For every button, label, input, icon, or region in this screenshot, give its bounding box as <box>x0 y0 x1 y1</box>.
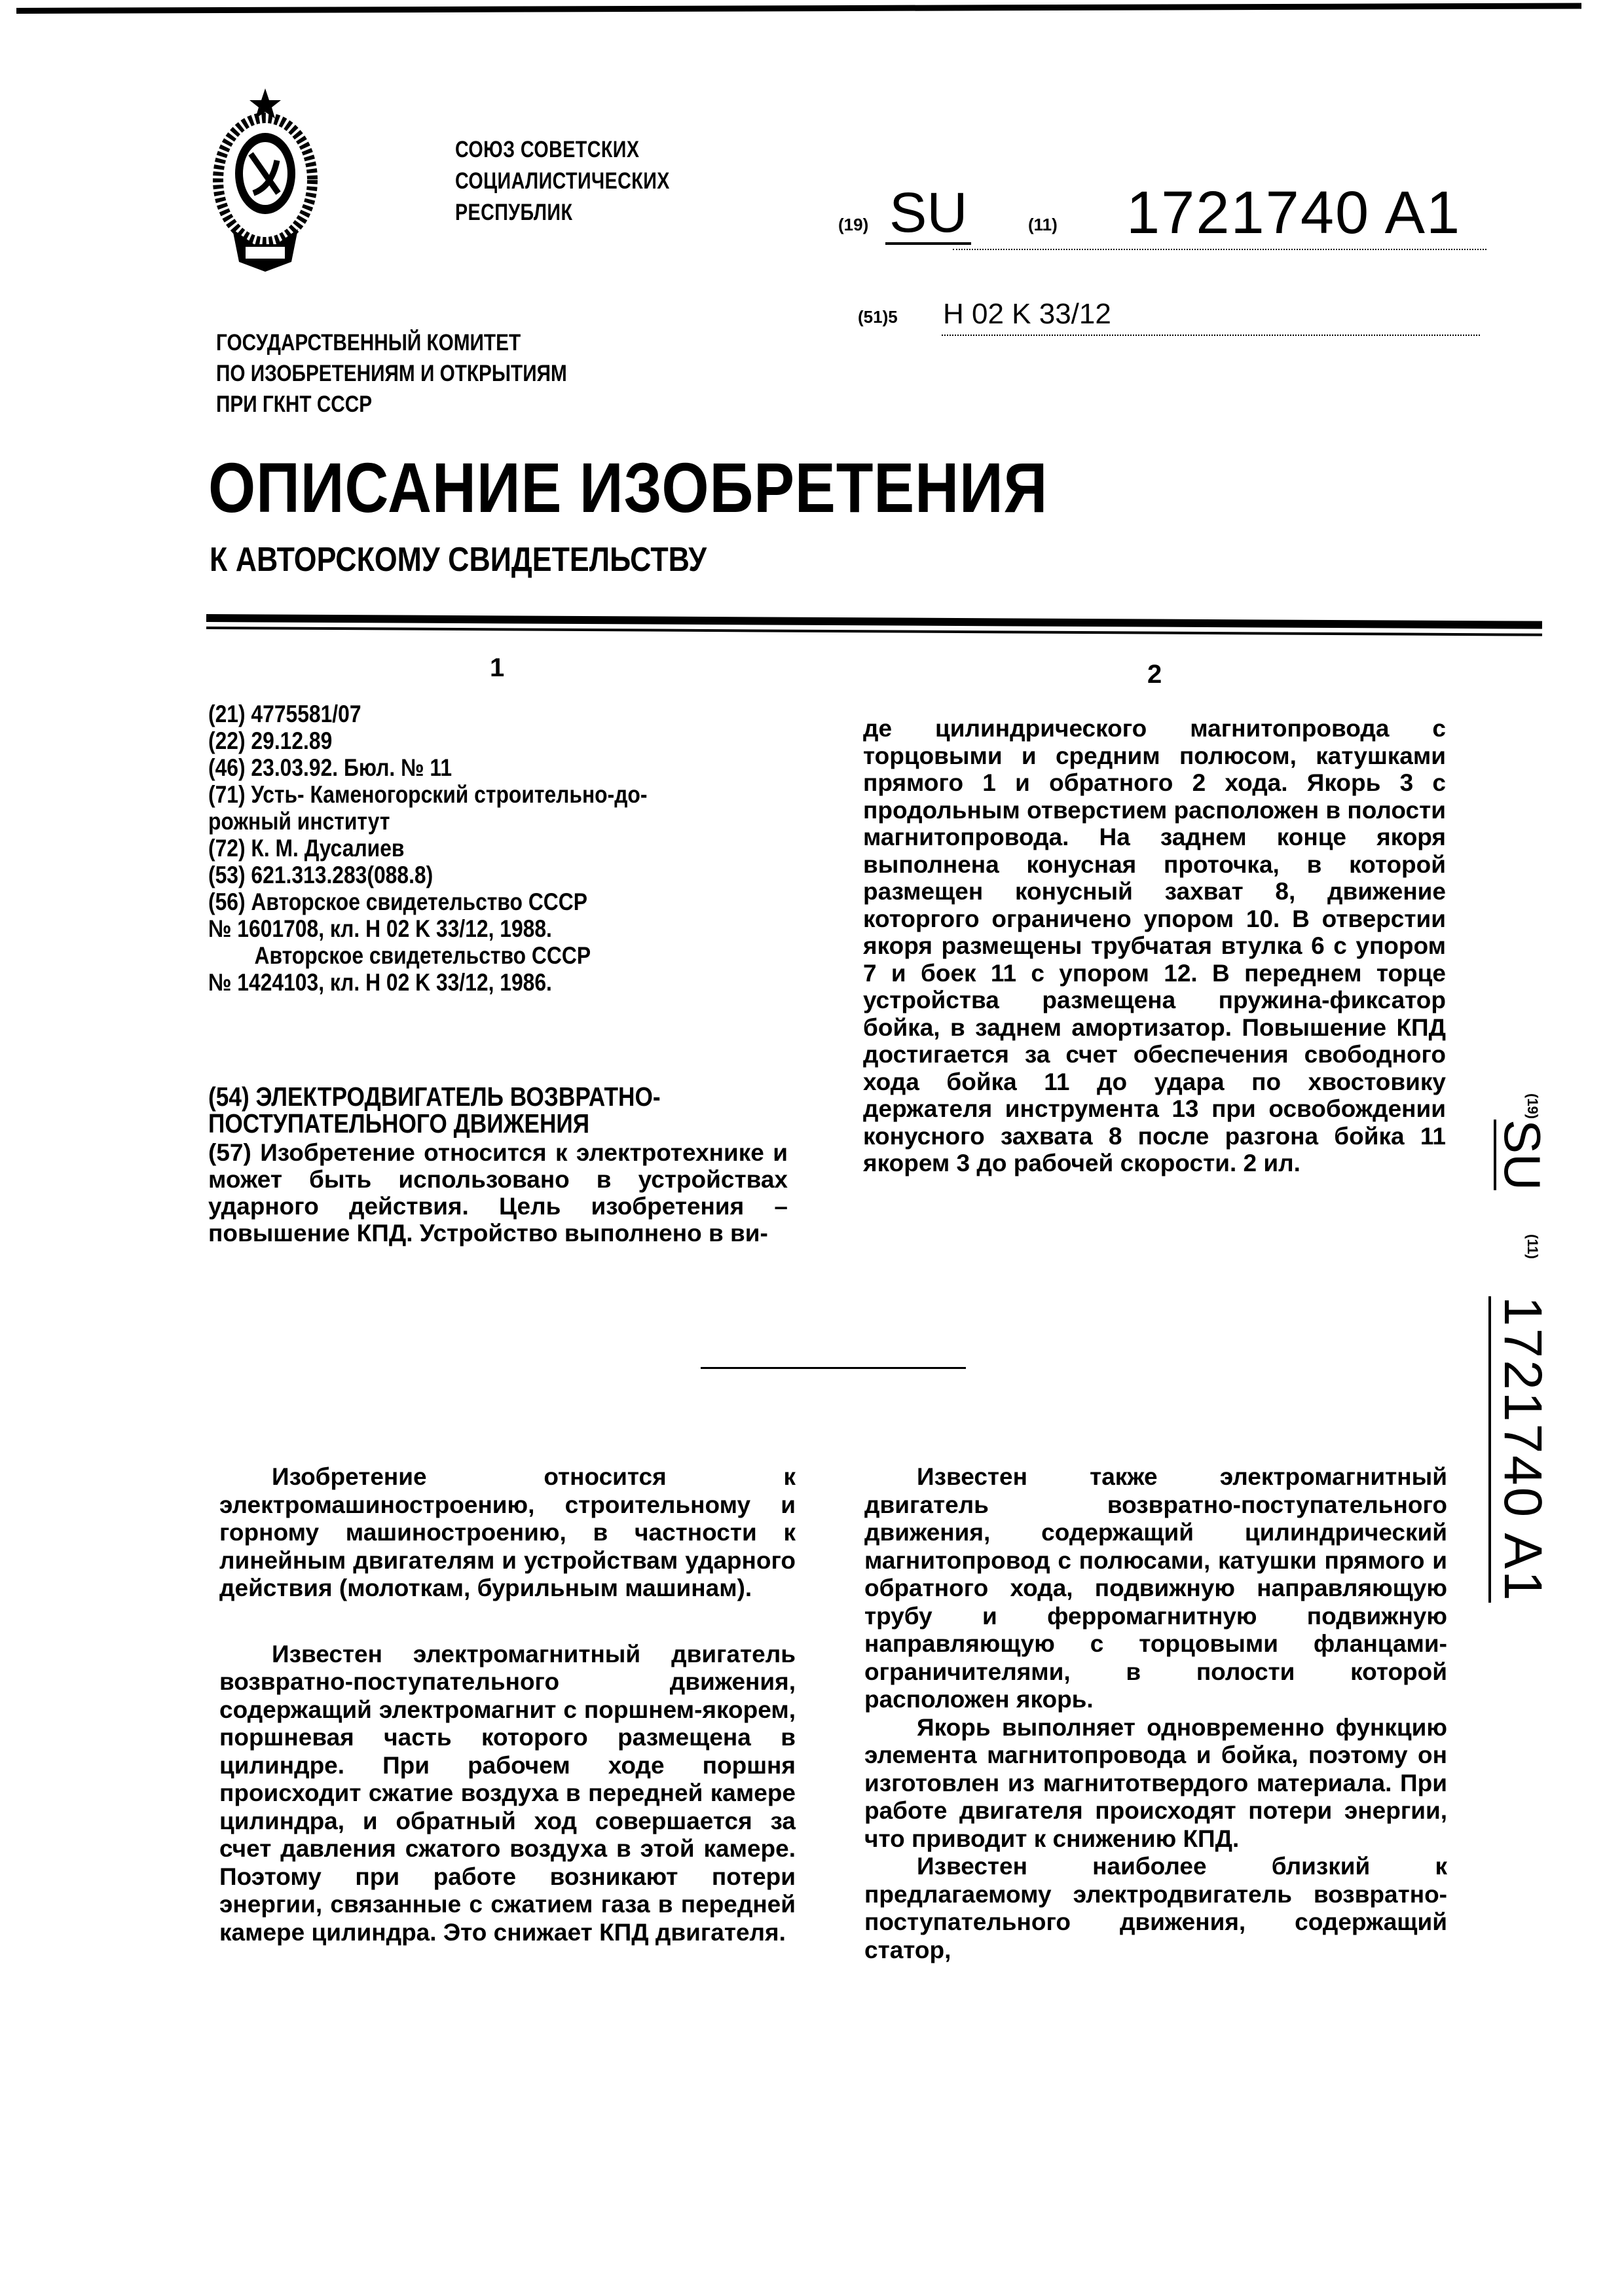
top-border-rule <box>16 3 1581 14</box>
paragraph: Известен также электромагнитный двигатель возвратно-поступательного движения, содержащий цилиндрический магнитопровод с полюсами, катушки прямого и обратного хода, подвижную направляющую трубу и ферромагнитную подвижную направляющую с торцовыми фланцами-ограничителями, в полости которой расположен якорь. <box>864 1463 1447 1714</box>
side-inid-code-11: (11) <box>1524 1234 1541 1259</box>
header-rule-thin <box>206 627 1542 636</box>
column-number-left: 1 <box>490 653 504 683</box>
biblio-line: (72) К. М. Дусалиев <box>208 835 715 862</box>
union-name <box>455 134 670 228</box>
document-subtitle: К АВТОРСКОМУ СВИДЕТЕЛЬСТВУ <box>210 540 707 579</box>
side-stamp <box>1477 1093 1549 1820</box>
biblio-line: (53) 621.313.283(088.8) <box>208 862 715 888</box>
inid-code-51: (51)5 <box>858 307 898 327</box>
bibliographic-data <box>208 701 715 996</box>
side-country-code: SU <box>1494 1120 1549 1190</box>
union-name-line: РЕСПУБЛИК <box>455 197 670 228</box>
paragraph: Изобретение относится к электромашиностроению, строительному и горному машиностроению, в частности к линейным двигателям и устройствам ударного действия (молоткам, бурильным машинам). <box>219 1463 796 1603</box>
side-publication-number: 1721740 A1 <box>1488 1296 1549 1603</box>
committee-name <box>216 327 567 420</box>
biblio-line: № 1601708, кл. H 02 K 33/12, 1988. <box>208 915 715 942</box>
paragraph: Якорь выполняет одновременно функцию элемента магнитопровода и бойка, поэтому он изготовлен из магнитотвердого материала. При работе двигателя происходят потери энергии, что приводит к снижению КПД. <box>864 1714 1447 1853</box>
ussr-state-emblem-icon <box>213 88 318 278</box>
publication-number: 1721740 A1 <box>1126 183 1461 242</box>
publication-number-block <box>838 183 1500 255</box>
biblio-line: (56) Авторское свидетельство СССР <box>208 888 715 915</box>
biblio-line: (71) Усть- Каменогорский строительно-до- <box>208 781 715 808</box>
biblio-line: рожный институт <box>208 808 715 835</box>
abstract-part-1: (57) Изобретение относится к электротехнике и может быть использовано в устройствах ударного действия. Цель изобретения – повышение КПД. Устройство выполнено в ви- <box>208 1139 788 1247</box>
inid-code-19: (19) <box>838 215 868 235</box>
section-divider <box>701 1367 966 1369</box>
biblio-line: (46) 23.03.92. Бюл. № 11 <box>208 754 715 781</box>
biblio-line: (22) 29.12.89 <box>208 727 715 754</box>
abstract-part-2: де цилиндрического магнитопровода с торцовыми и средним полюсом, катушками прямого 1 и обратного 2 хода. Якорь 3 с продольным отверстием расположен в полости магнитопровода. На заднем конце якоря выполнена конусная проточка, в которой размещен конусный захват 8, движение которгого ограничено упором 10. В отверстии якоря размещены трубчатая втулка 6 с упором 7 и боек 11 с упором 12. В переднем торце устройства размещена пружина-фиксатор бойка, в заднем амортизатор. Повышение КПД достигается за счет обеспечения свободного хода бойка 11 до удара по хвостовику держателя инструмента 13 при освобождении конусного захвата 8 после разгона бойка 11 якорем 3 до рабочей скорости. 2 ил. <box>863 715 1446 1177</box>
paragraph: Известен наиболее близкий к предлагаемому электродвигатель возвратно-поступательного движения, содержащий статор, <box>864 1853 1447 1964</box>
biblio-line: (21) 4775581/07 <box>208 701 715 727</box>
country-code: SU <box>885 183 971 245</box>
committee-line: ГОСУДАРСТВЕННЫЙ КОМИТЕТ <box>216 327 567 358</box>
invention-title <box>208 1084 661 1137</box>
union-name-line: СОЮЗ СОВЕТСКИХ <box>455 134 670 166</box>
committee-line: ПРИ ГКНТ СССР <box>216 389 567 420</box>
column-number-right: 2 <box>1147 660 1162 689</box>
committee-line: ПО ИЗОБРЕТЕНИЯМ И ОТКРЫТИЯМ <box>216 358 567 389</box>
ipc-value: H 02 K 33/12 <box>943 298 1111 331</box>
invention-title-line: (54) ЭЛЕКТРОДВИГАТЕЛЬ ВОЗВРАТНО- <box>208 1084 661 1110</box>
ipc-underline <box>942 335 1480 336</box>
description-column-left <box>219 1463 796 1946</box>
inid-code-11: (11) <box>1028 215 1058 235</box>
invention-title-line: ПОСТУПАТЕЛЬНОГО ДВИЖЕНИЯ <box>208 1110 661 1137</box>
document-title: ОПИСАНИЕ ИЗОБРЕТЕНИЯ <box>208 446 1048 528</box>
description-column-right <box>864 1463 1447 1964</box>
header-rule-thick <box>206 614 1542 629</box>
side-inid-code-19: (19) <box>1524 1093 1541 1119</box>
union-name-line: СОЦИАЛИСТИЧЕСКИХ <box>455 166 670 197</box>
biblio-line: Авторское свидетельство СССР <box>208 942 715 969</box>
paragraph: Известен электромагнитный двигатель возвратно-поступательного движения, содержащий электромагнит с поршнем-якорем, поршневая часть которого размещена в цилиндре. При рабочем ходе поршня происходит сжатие воздуха в передней камере цилиндра, и обратный ход совершается за счет давления сжатого воздуха в этой камере. Поэтому при работе возникают потери энергии, связанные с сжатием газа в передней камере цилиндра. Это снижает КПД двигателя. <box>219 1641 796 1947</box>
publication-number-underline <box>953 249 1486 250</box>
biblio-line: № 1424103, кл. H 02 K 33/12, 1986. <box>208 969 715 996</box>
